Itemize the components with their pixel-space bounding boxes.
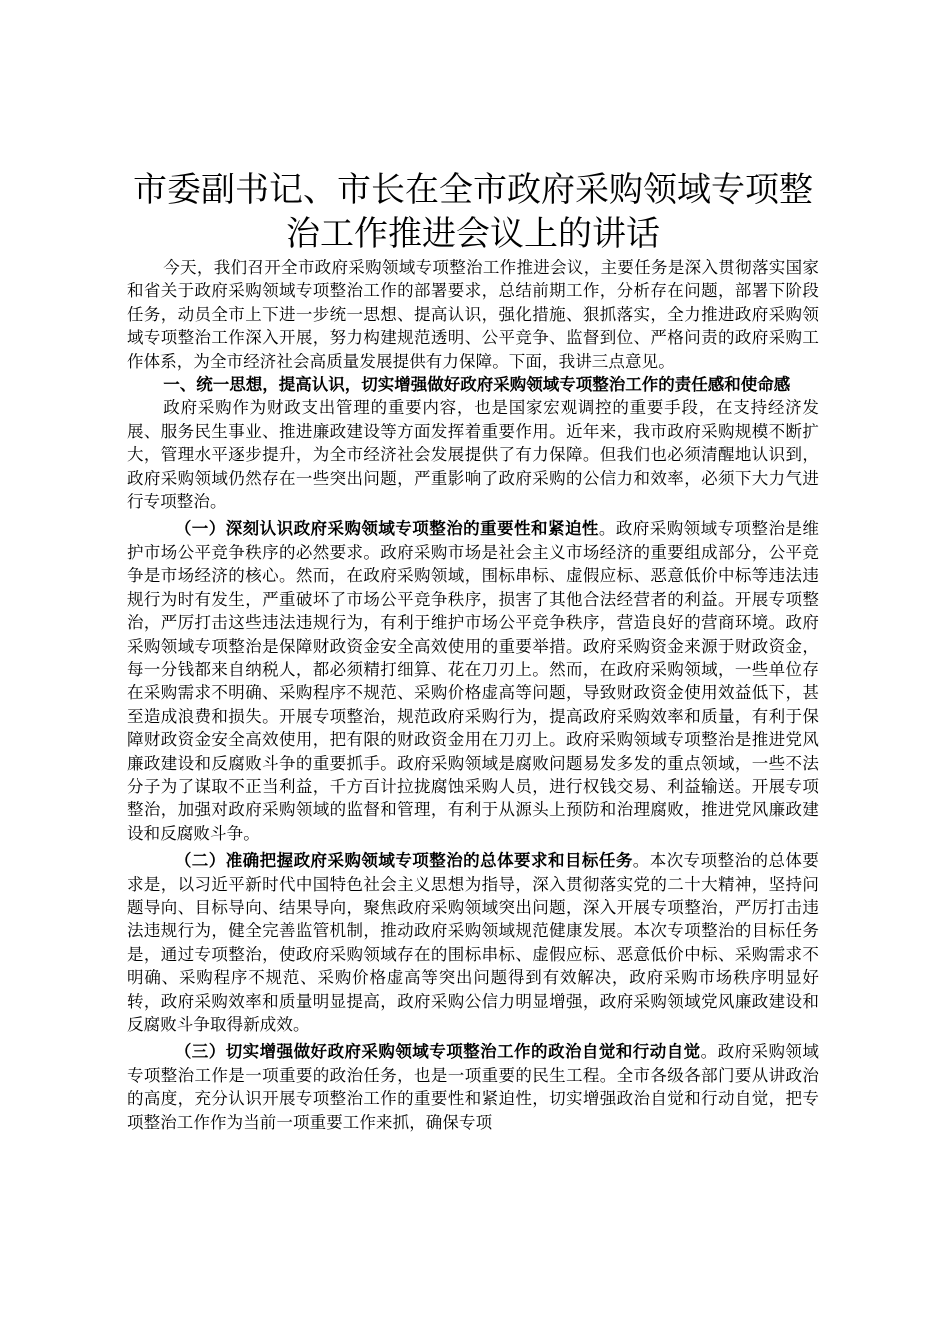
subsection-1-paragraph	[127, 517, 819, 845]
subsection-1-body: 。政府采购领域专项整治是维护市场公平竞争秩序的必然要求。政府采购市场是社会主义市场经济的重要组成部分，公平竞争是市场经济的核心。然而，在政府采购领域，围标串标、虚假应标、恶意低价中标等违法违规行为时有发生，严重破坏了市场公平竞争秩序，损害了其他合法经营者的利益。开展专项整治，严厉打击这些违法违规行为，有利于维护市场公平竞争秩序，营造良好的营商环境。政府采购领域专项整治是保障财政资金安全高效使用的重要举措。政府采购资金来源于财政资金，每一分钱都来自纳税人，都必须精打细算、花在刀刃上。然而，在政府采购领域，一些单位存在采购需求不明确、采购程序不规范、采购价格虚高等问题，导致财政资金使用效益低下，甚至造成浪费和损失。开展专项整治，规范政府采购行为，提高政府采购效率和质量，有利于保障财政资金安全高效使用，把有限的财政资金用在刀刃上。政府采购领域专项整治是推进党风廉政建设和反腐败斗争的重要抓手。政府采购领域是腐败问题易发多发的重点领域，一些不法分子为了谋取不正当利益，千方百计拉拢腐蚀采购人员，进行权钱交易、利益输送。开展专项整治，加强对政府采购领域的监督和管理，有利于从源头上预防和治理腐败，推进党风廉政建设和反腐败斗争。	[127, 519, 820, 843]
subsection-3-lead: （三）切实增强做好政府采购领域专项整治工作的政治自觉和行动自觉	[174, 1042, 701, 1062]
subsection-3-paragraph	[127, 1040, 819, 1134]
subsection-2-body: 。本次专项整治的总体要求是，以习近平新时代中国特色社会主义思想为指导，深入贯彻落实党的二十大精神，坚持问题导向、目标导向、结果导向，聚焦政府采购领域突出问题，深入开展专项整治，严厉打击违法违规行为，健全完善监管机制，推动政府采购领域规范健康发展。本次专项整治的目标任务是，通过专项整治，使政府采购领域存在的围标串标、虚假应标、恶意低价中标、采购需求不明确、采购程序不规范、采购价格虚高等突出问题得到有效解决，政府采购市场秩序明显好转，政府采购效率和质量明显提高，政府采购公信力明显增强，政府采购领域党风廉政建设和反腐败斗争取得新成效。	[127, 851, 819, 1034]
subsection-3-body: 。政府采购领域专项整治工作是一项重要的政治任务，也是一项重要的民生工程。全市各级各部门要从讲政治的高度，充分认识开展专项整治工作的重要性和紧迫性，切实增强政治自觉和行动自觉，把专项整治工作作为当前一项重要工作来抓，确保专项	[127, 1042, 819, 1132]
subsection-2-lead: （二）准确把握政府采购领域专项整治的总体要求和目标任务	[174, 851, 633, 871]
document-title: 市委副书记、市长在全市政府采购领域专项整治工作推进会议上的讲话	[133, 170, 813, 254]
intro-paragraph: 今天，我们召开全市政府采购领域专项整治工作推进会议，主要任务是深入贯彻落实国家和省关于政府采购领域专项整治工作的部署要求，总结前期工作，分析存在问题，部署下阶段任务，动员全市上下进一步统一思想、提高认识，强化措施、狠抓落实，全力推进政府采购领域专项整治工作深入开展，努力构建规范透明、公平竞争、监督到位、严格问责的政府采购工作体系，为全市经济社会高质量发展提供有力保障。下面，我讲三点意见。	[127, 258, 819, 371]
subsection-1-lead: （一）深刻认识政府采购领域专项整治的重要性和紧迫性	[174, 519, 599, 539]
document-page	[127, 168, 819, 1134]
section-1-heading: 一、统一思想，提高认识，切实增强做好政府采购领域专项整治工作的责任感和使命感	[163, 375, 791, 395]
subsection-2-paragraph	[127, 849, 819, 1036]
section-1-paragraph: 政府采购作为财政支出管理的重要内容，也是国家宏观调控的重要手段，在支持经济发展、服务民生事业、推进廉政建设等方面发挥着重要作用。近年来，我市政府采购规模不断扩大，管理水平逐步提升，为全市经济社会发展提供了有力保障。但我们也必须清醒地认识到，政府采购领域仍然存在一些突出问题，严重影响了政府采购的公信力和效率，必须下大力气进行专项整治。	[127, 398, 819, 512]
